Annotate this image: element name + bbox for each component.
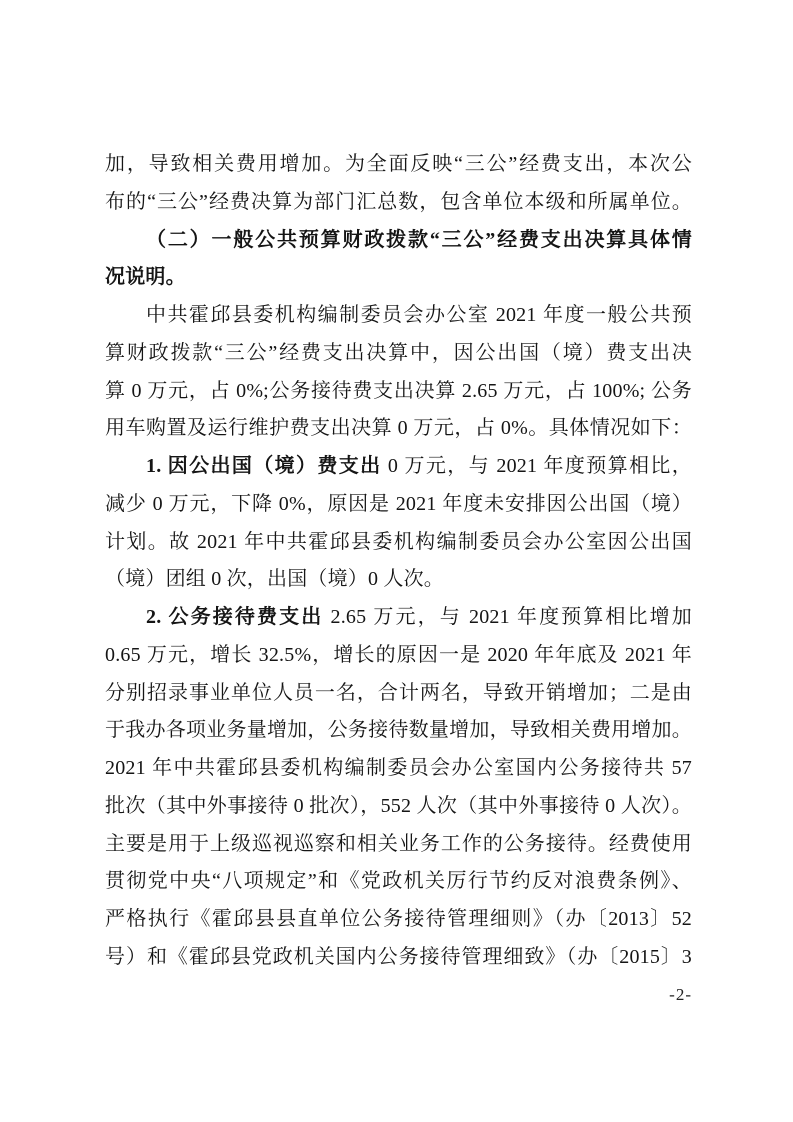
body-text: 加，导致相关费用增加。为全面反映“三公”经费支出，本次公 bbox=[105, 153, 692, 175]
text-line bbox=[105, 486, 692, 524]
body-text: 算财政拨款“三公”经费支出决算中，因公出国（境）费支出决 bbox=[105, 341, 692, 364]
text-line bbox=[105, 222, 692, 260]
body-text: 严格执行《霍邱县县直单位公务接待管理细则》（办〔2013〕52 bbox=[105, 908, 692, 930]
bold-text: 况说明。 bbox=[105, 266, 186, 289]
body-text: 计划。故 2021 年中共霍邱县委机构编制委员会办公室因公出国 bbox=[105, 530, 692, 553]
text-line bbox=[105, 750, 692, 788]
text-line bbox=[105, 184, 692, 222]
text-line bbox=[105, 335, 692, 373]
text-line bbox=[105, 146, 692, 184]
text-line bbox=[105, 297, 692, 335]
bold-text: 2. 公务接待费支出 bbox=[146, 606, 324, 628]
text-line bbox=[105, 524, 692, 562]
text-line bbox=[105, 675, 692, 713]
bold-text: 1. 因公出国（境）费支出 bbox=[146, 455, 382, 477]
text-line bbox=[105, 599, 692, 637]
text-line bbox=[105, 259, 692, 297]
text-line bbox=[105, 788, 692, 826]
text-line bbox=[105, 939, 692, 977]
body-text: 减少 0 万元，下降 0%，原因是 2021 年度未安排因公出国（境） bbox=[105, 492, 692, 515]
text-line bbox=[105, 373, 692, 411]
body-text: 算 0 万元，占 0%;公务接待费支出决算 2.65 万元，占 100%; 公务 bbox=[105, 379, 692, 402]
body-text: 中共霍邱县委机构编制委员会办公室 2021 年度一般公共预 bbox=[146, 304, 692, 326]
body-text: 号）和《霍邱县党政机关国内公务接待管理细致》（办〔2015〕3 bbox=[105, 945, 692, 968]
body-text: 布的“三公”经费决算为部门汇总数，包含单位本级和所属单位。 bbox=[105, 190, 692, 213]
body-text: 贯彻党中央“八项规定”和《党政机关厉行节约反对浪费条例》、 bbox=[105, 870, 692, 893]
body-text: 批次（其中外事接待 0 批次），552 人次（其中外事接待 0 人次）。 bbox=[105, 794, 692, 817]
bold-text: （二）一般公共预算财政拨款“三公”经费支出决算具体情 bbox=[146, 228, 692, 251]
document-body bbox=[105, 146, 692, 977]
body-text: 主要是用于上级巡视巡察和相关业务工作的公务接待。经费使用 bbox=[105, 832, 692, 855]
body-text: 0 万元，与 2021 年度预算相比， bbox=[381, 455, 692, 477]
text-line bbox=[105, 448, 692, 486]
text-line bbox=[105, 637, 692, 675]
body-text: 2.65 万元，与 2021 年度预算相比增加 bbox=[323, 606, 692, 628]
body-text: 分别招录事业单位人员一名，合计两名，导致开销增加；二是由 bbox=[105, 681, 692, 704]
body-text: 用车购置及运行维护费支出决算 0 万元，占 0%。具体情况如下： bbox=[105, 417, 692, 440]
text-line bbox=[105, 901, 692, 939]
page-number: -2- bbox=[669, 985, 692, 1004]
text-line bbox=[105, 863, 692, 901]
body-text: （境）团组 0 次，出国（境）0 人次。 bbox=[105, 568, 444, 591]
body-text: 于我办各项业务量增加，公务接待数量增加，导致相关费用增加。 bbox=[105, 719, 692, 742]
text-line bbox=[105, 712, 692, 750]
text-line bbox=[105, 561, 692, 599]
body-text: 0.65 万元，增长 32.5%，增长的原因一是 2020 年年底及 2021 年 bbox=[105, 643, 692, 666]
text-line bbox=[105, 826, 692, 864]
body-text: 2021 年中共霍邱县委机构编制委员会办公室国内公务接待共 57 bbox=[105, 757, 692, 779]
text-line bbox=[105, 410, 692, 448]
